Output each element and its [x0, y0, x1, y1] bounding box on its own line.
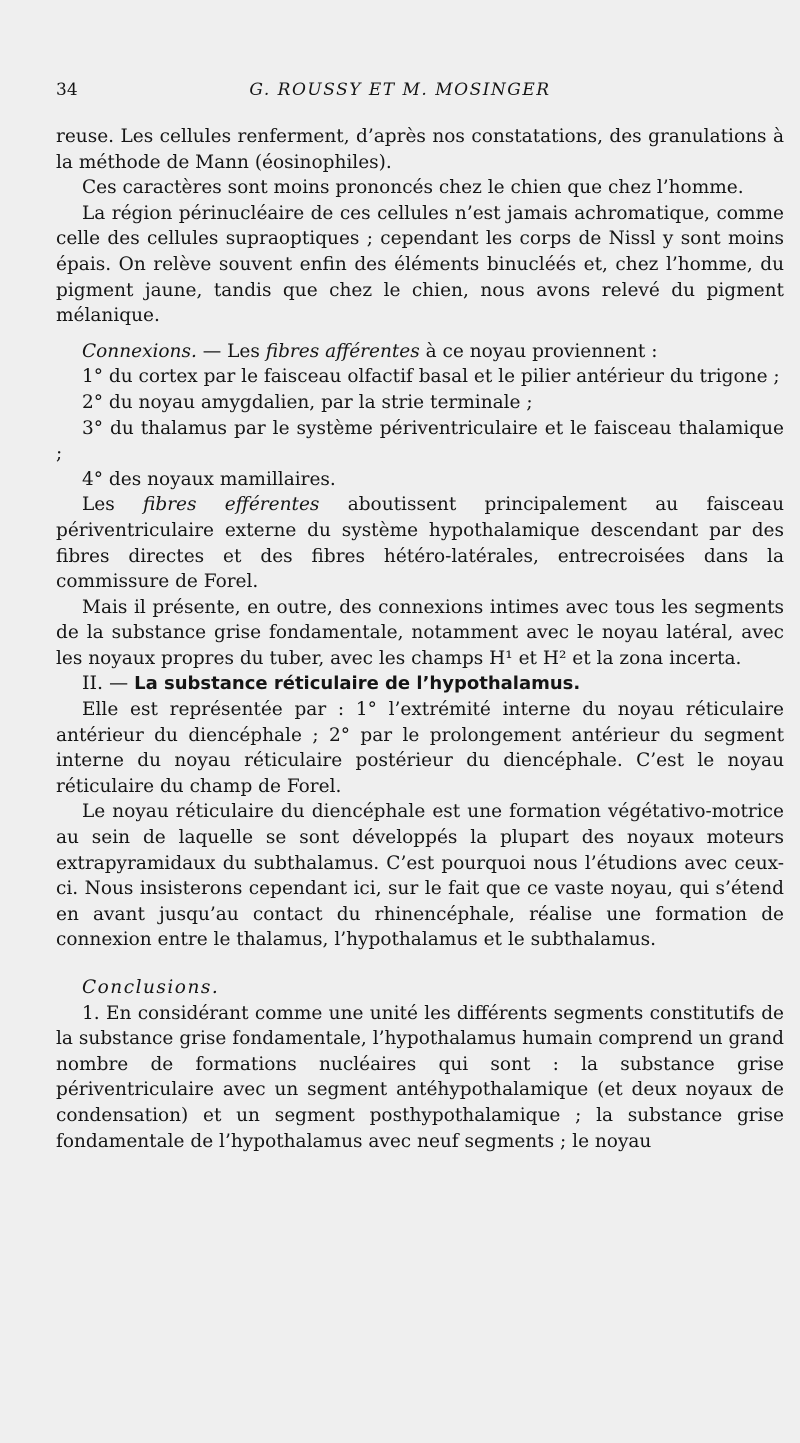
paragraph: 1. En considérant comme une unité les différents segments constitutifs de la substance grise fondamentale, l’hypothalamus humain comprend un grand nombre de formations nucléaires qui sont : la substance grise périventriculaire avec un segment antéhypothalamique (et deux noyaux de condensation) et un segment posthypothalamique ; la substance grise fondamentale de l’hypothalamus avec neuf segments ; le noyau — [56, 1002, 784, 1152]
running-head: G. ROUSSY ET M. MOSINGER — [249, 80, 551, 100]
connexions-dash: — Les — [196, 340, 266, 362]
fibres-afferentes: fibres afférentes — [265, 340, 420, 362]
page-number: 34 — [56, 80, 78, 100]
connexions-paragraph — [56, 339, 784, 365]
body-text — [56, 124, 784, 1154]
paragraph: Ces caractères sont moins prononcés chez le chien que chez l’homme. — [82, 177, 744, 199]
connexions-rest: à ce noyau proviennent : — [419, 340, 658, 362]
efferentes-rest: aboutissent principalement au faisceau périventriculaire externe du système hypothalamique descendant par des fibres directes et des fibres hétéro-latérales, entrecroisées dans la commissure de Forel. — [56, 494, 784, 593]
page-header — [0, 80, 800, 104]
conclusions-heading: Conclusions. — [82, 977, 220, 998]
paragraph: Mais il présente, en outre, des connexions intimes avec tous les segments de la substance grise fondamentale, notamment avec le noyau latéral, avec les noyaux propres du tuber, avec les champs H¹ et H² et la zona incerta. — [56, 596, 784, 669]
section-number: II. — — [82, 672, 135, 695]
list-item: 1° du cortex par le faisceau olfactif basal et le pilier antérieur du trigone ; — [82, 366, 780, 388]
list-item: 2° du noyau amygdalien, par la strie terminale ; — [82, 391, 533, 413]
section-heading: La substance réticulaire de l’hypothalamus. — [134, 673, 581, 695]
paragraph: reuse. Les cellules renferment, d’après nos constatations, des granulations à la méthode de Mann (éosinophiles). — [56, 126, 784, 173]
paragraph: Elle est représentée par : 1° l’extrémité interne du noyau réticulaire antérieur du diencéphale ; 2° par le prolongement antérieur du segment interne du noyau réticulaire postérieur du diencéphale. C’est le noyau réticulaire du champ de Forel. — [56, 699, 784, 797]
list-item: 3° du thalamus par le système périventriculaire et le faisceau thalamique ; — [56, 417, 784, 465]
paragraph: Le noyau réticulaire du diencéphale est une formation végétativo-motrice au sein de laquelle se sont développés la plupart des noyaux moteurs extrapyramidaux du subthalamus. C’est pourquoi nous l’étudions avec ceux-ci. Nous insisterons cependant ici, sur le fait que ce vaste noyau, qui s’étend en avant jusqu’au contact du rhinencéphale, réalise une formation de connexion entre le thalamus, l’hypothalamus et le subthalamus. — [56, 801, 784, 951]
list-item: 4° des noyaux mamillaires. — [82, 468, 336, 490]
paragraph: La région périnucléaire de ces cellules n’est jamais achromatique, comme celle des cellules supraoptiques ; cependant les corps de Nissl y sont moins épais. On relève souvent enfin des éléments binucléés et, chez l’homme, du pigment jaune, tandis que chez le chien, nous avons relevé du pigment mélanique. — [56, 202, 784, 327]
section-title — [56, 671, 784, 697]
efferentes-lead: Les — [82, 494, 144, 516]
efferentes-paragraph — [56, 492, 784, 594]
fibres-efferentes: fibres efférentes — [143, 494, 320, 516]
connexions-label: Connexions. — [82, 340, 197, 362]
